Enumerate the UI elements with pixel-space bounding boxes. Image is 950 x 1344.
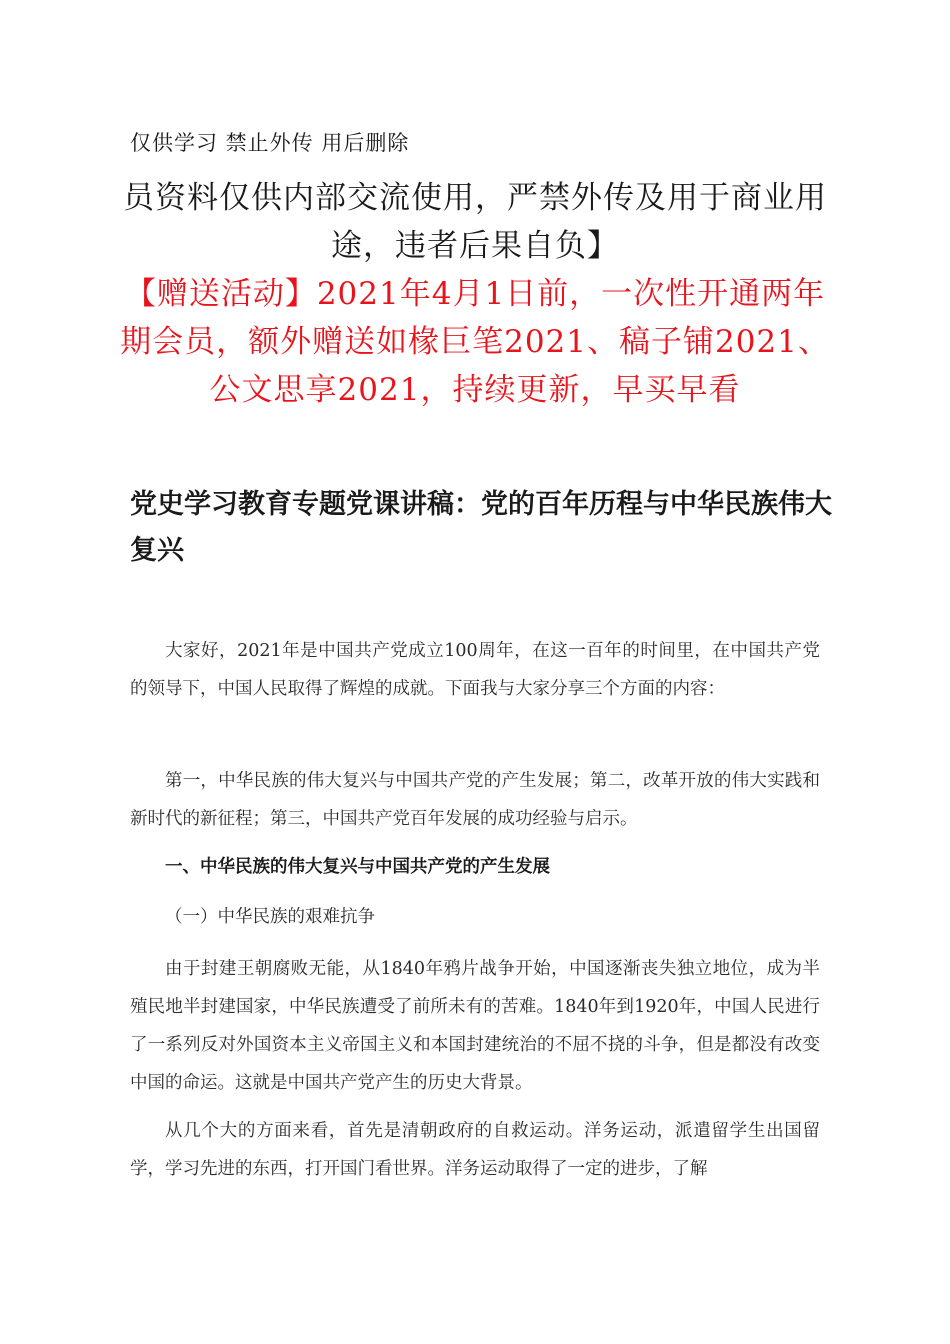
- section-heading: 一、中华民族的伟大复兴与中国共产党的产生发展: [165, 857, 550, 877]
- paragraph-outline: 第一，中华民族的伟大复兴与中国共产党的产生发展；第二，改革开放的伟大实践和新时代的新征程；第三，中国共产党百年发展的成功经验与启示。: [130, 771, 820, 829]
- usage-notice-small: 仅供学习 禁止外传 用后删除: [130, 131, 410, 155]
- paragraph-intro: 大家好，2021年是中国共产党成立100周年，在这一百年的时间里，在中国共产党的领导下，中国人民取得了辉煌的成就。下面我与大家分享三个方面的内容：: [130, 641, 820, 699]
- subsection-heading: （一）中华民族的艰难抗争: [165, 907, 375, 927]
- paragraph-movements: 从几个大的方面来看，首先是清朝政府的自救运动。洋务运动，派遣留学生出国留学，学习先进的东西，打开国门看世界。洋务运动取得了一定的进步，了解: [130, 1121, 820, 1179]
- document-title: 党史学习教育专题党课讲稿：党的百年历程与中华民族伟大复兴: [130, 489, 832, 566]
- paragraph-background: 由于封建王朝腐败无能，从1840年鸦片战争开始，中国逐渐丧失独立地位，成为半殖民地半封建国家，中华民族遭受了前所未有的苦难。1840年到1920年，中国人民进行了一系列反对外国资本主义帝国主义和本国封建统治的不屈不挠的斗争，但是都没有改变中国的命运。这就是中国共产党产生的历史大背景。: [130, 959, 820, 1093]
- usage-notice-large: 员资料仅供内部交流使用，严禁外传及用于商业用途，违者后果自负】: [123, 180, 827, 264]
- promo-banner: 【赠送活动】2021年4月1日前，一次性开通两年期会员，额外赠送如椽巨笔2021、稿子铺2021、公文思享2021，持续更新，早买早看: [120, 276, 830, 408]
